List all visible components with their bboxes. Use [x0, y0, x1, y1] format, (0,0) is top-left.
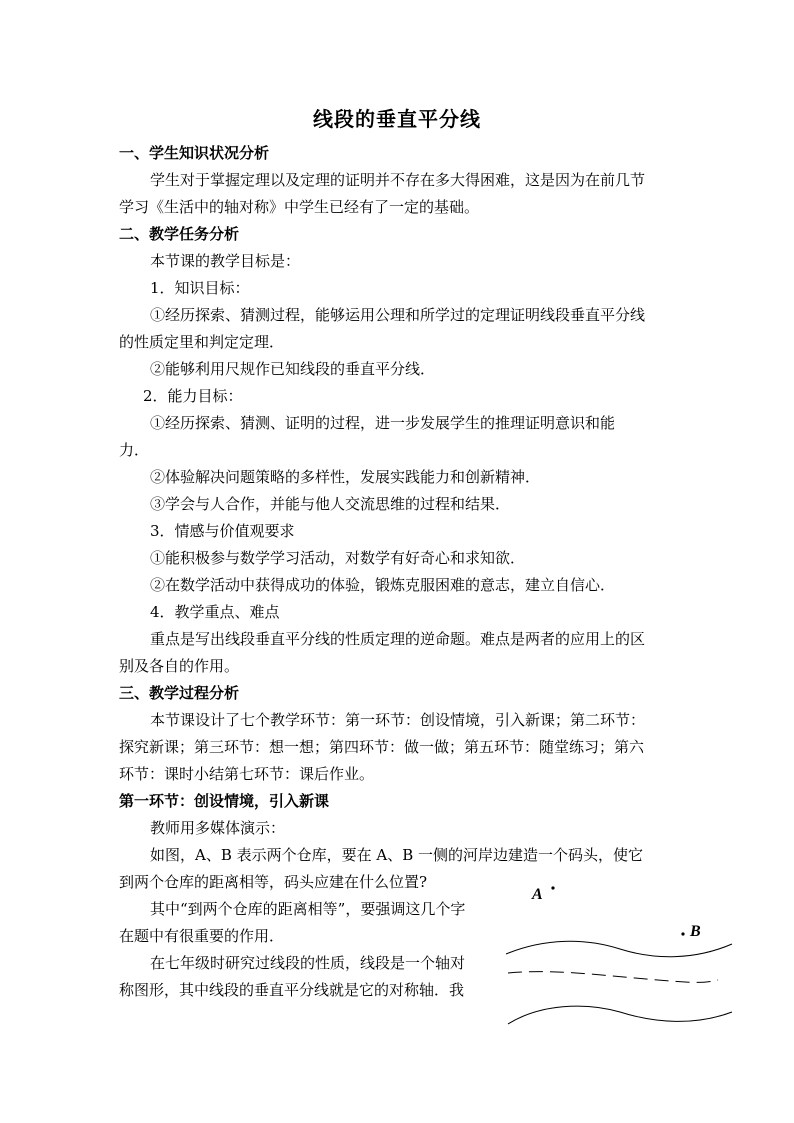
- subsection-heading: 第一环节：创设情境，引入新课: [119, 792, 330, 810]
- doc-title: 线段的垂直平分线: [313, 107, 481, 131]
- paragraph-line: 本节课的教学目标是：: [150, 252, 301, 270]
- section-heading-3: 三、教学过程分析: [119, 684, 240, 702]
- paragraph-line: 到两个仓库的距离相等，码头应建在什么位置?: [119, 873, 428, 891]
- paragraph-line: 4．教学重点、难点: [150, 603, 280, 621]
- paragraph-line: ①能积极参与数学学习活动，对数学有好奇心和求知欲．: [150, 549, 526, 567]
- point-b-label: B: [690, 923, 701, 940]
- paragraph-line: 教师用多媒体演示：: [150, 819, 286, 837]
- paragraph-line: ②在数学活动中获得成功的体验，锻炼克服困难的意志，建立自信心．: [150, 576, 616, 594]
- river-upper-bank: [506, 941, 732, 956]
- section-heading-2: 二、教学任务分析: [119, 225, 240, 243]
- paragraph-line: 的性质定里和判定定理．: [119, 333, 285, 351]
- paragraph-line: 在题中有很重要的作用．: [119, 927, 285, 945]
- paragraph-line: 3．情感与价值观要求: [150, 522, 295, 540]
- paragraph-line: 重点是写出线段垂直平分线的性质定理的逆命题。难点是两者的应用上的区: [150, 630, 646, 648]
- paragraph-line: ①经历探索、猜测、证明的过程，进一步发展学生的推理证明意识和能: [150, 414, 616, 432]
- paragraph-line: 力．: [119, 441, 150, 459]
- paragraph-line: ②体验解决问题策略的多样性，发展实践能力和创新精神．: [150, 468, 541, 486]
- paragraph-line: 学习《生活中的轴对称》中学生已经有了一定的基础。: [119, 198, 480, 216]
- paragraph-line: 学生对于掌握定理以及定理的证明并不存在多大得困难，这是因为在前几节: [150, 171, 646, 189]
- point-b-dot: [681, 932, 684, 935]
- paragraph-line: 在七年级时研究过线段的性质，线段是一个轴对: [150, 954, 466, 972]
- point-a-dot: [551, 886, 554, 889]
- river-center-dashed-line: [508, 972, 718, 983]
- paragraph-line: 1．知识目标：: [150, 279, 250, 297]
- river-warehouse-figure: [500, 878, 740, 1038]
- paragraph-line: ①经历探索、猜测过程，能够运用公理和所学过的定理证明线段垂直平分线: [150, 306, 646, 324]
- section-heading-1: 一、学生知识状况分析: [119, 144, 270, 162]
- paragraph-line: 2．能力目标：: [143, 387, 243, 405]
- paragraph-line: 本节课设计了七个教学环节：第一环节：创设情境，引入新课；第二环节：: [150, 711, 646, 729]
- river-lower-bank: [508, 1006, 732, 1024]
- paragraph-line: 其中“到两个仓库的距离相等”，要强调这几个字: [150, 900, 466, 918]
- paragraph-line: ②能够利用尺规作已知线段的垂直平分线．: [150, 360, 436, 378]
- paragraph-line: 别及各自的作用。: [119, 657, 240, 675]
- paragraph-line: 称图形，其中线段的垂直平分线就是它的对称轴．我: [119, 981, 465, 999]
- paragraph-line: 探究新课；第三环节：想一想；第四环节：做一做；第五环节：随堂练习；第六: [119, 738, 645, 756]
- paragraph-line: 如图，A、B 表示两个仓库，要在 A、B 一侧的河岸边建造一个码头，使它: [150, 846, 644, 864]
- paragraph-line: 环节：课时小结第七环节：课后作业。: [119, 765, 375, 783]
- point-a-label: A: [532, 886, 543, 903]
- paragraph-line: ③学会与人合作，并能与他人交流思维的过程和结果．: [150, 495, 511, 513]
